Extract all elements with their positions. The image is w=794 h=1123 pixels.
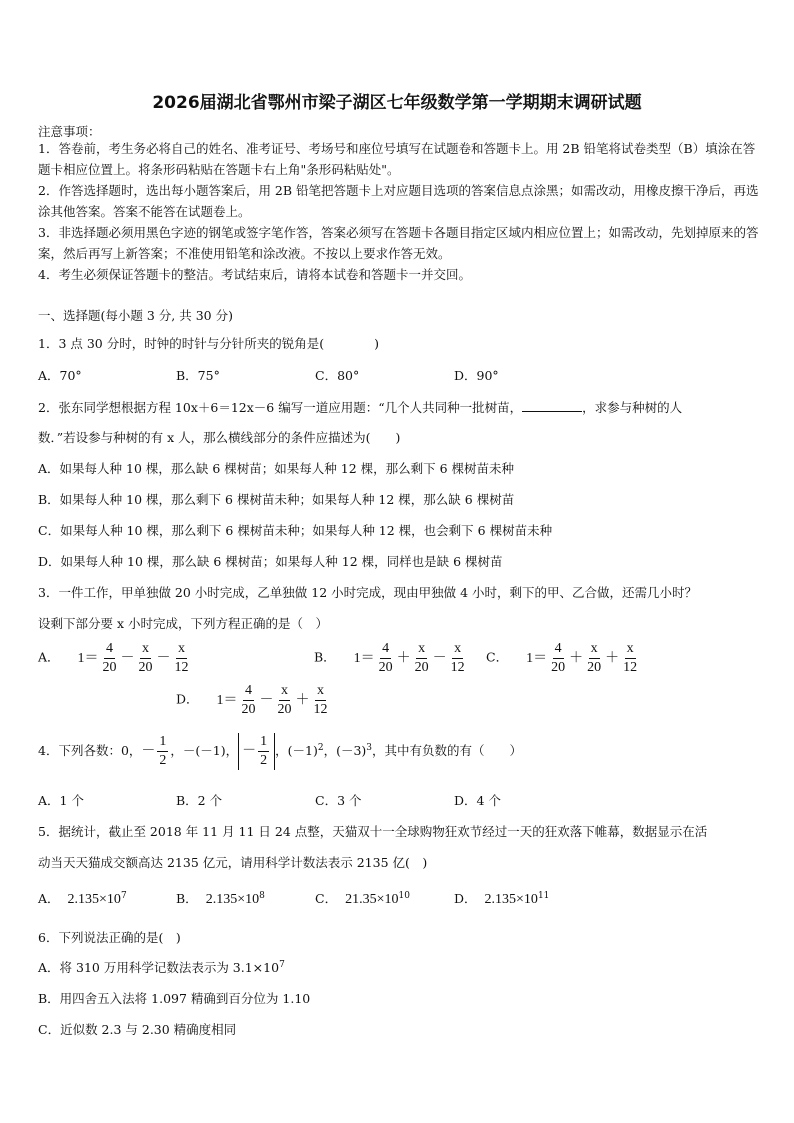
notice-item-1: 1．答卷前，考生务必将自己的姓名、准考证号、考场号和座位号填写在试题卷和答题卡上。用 2B 铅笔将试卷类型（B）填涂在答题卡相应位置上。将条形码粘贴在答题卡右上角"条形码粘贴处"。 [38,141,756,177]
q2-stem-line2: 数．”若设参与种树的有 x 人，那么横线部分的条件应描述为( ) [38,430,401,445]
q4-item-neg-neg-one: ，－(－1)， [170,743,239,758]
frac-den: 20 [414,660,429,675]
op: － [156,650,171,666]
q1-option-a: A．70° [38,368,82,383]
q3-option-c-label: C． [486,649,509,665]
op: － [120,650,135,666]
frac-num: x [416,640,427,659]
frac-den: 12 [313,702,328,717]
frac [101,640,119,677]
frac-num: 4 [553,640,564,659]
frac [137,640,155,677]
q3-option-b [314,640,469,677]
frac-den: 12 [450,660,465,675]
frac [413,640,431,677]
q6-stem: 6．下列说法正确的是( ) [38,930,181,945]
option-label: C． [315,891,338,906]
q2-option-a: A．如果每人种 10 棵，那么缺 6 棵树苗；如果每人种 12 棵，那么剩下 6 棵树苗未种 [38,461,515,476]
q1-option-d: D．90° [454,368,499,383]
exponent: 11 [537,890,550,901]
q2-stem-line1 [38,397,682,416]
q4-stem [38,733,522,770]
op: － [432,650,447,666]
q4-item-neg-one-sq: ，(－1) [275,743,318,758]
q3-stem-line2: 设剩下部分要 x 小时完成，下列方程正确的是（ ） [38,616,328,631]
notice-item-3: 3．非选择题必须用黑色字迹的钢笔或签字笔作答，答案必须写在答题卡各题目指定区域内相应位置上；如需改动，先划掉原来的答案，然后再写上新答案；不准使用铅笔和涂改液。不按以上要求作答无效。 [38,225,759,261]
exponent: 2 [317,742,324,753]
q4-option-c: C．3 个 [315,793,362,808]
q3-option-d-equation [216,683,332,717]
q2-option-d: D．如果每人种 10 棵，那么缺 6 棵树苗；如果每人种 12 棵，同样也是缺 6 棵树苗 [38,554,503,569]
eq-lhs: 1＝ [526,650,548,666]
q1-option-b: B．75° [176,368,220,383]
eq-lhs: 1＝ [216,692,238,708]
eq-lhs: 1＝ [353,650,375,666]
op: ＋ [569,650,584,666]
exponent: 10 [398,890,410,901]
exponent: 8 [259,890,265,901]
q4-option-b: B．2 个 [176,793,223,808]
exponent: 3 [366,742,373,753]
q5-option-a [38,889,127,908]
option-label: D． [454,891,477,906]
frac [585,640,603,677]
frac-num: x [625,640,636,659]
frac-den: 20 [378,660,393,675]
q6-option-c: C．近似数 2.3 与 2.30 精确度相同 [38,1022,237,1037]
q3-option-d-label: D． [176,691,199,707]
frac-num: 1 [157,733,168,752]
q1-option-c: C．80° [315,368,360,383]
q4-option-a: A．1 个 [38,793,84,808]
frac-num: 1 [258,733,269,752]
q5-stem-line2: 动当天天猫成交额高达 2135 亿元，请用科学计数法表示 2135 亿( ) [38,855,428,870]
op: ＋ [605,650,620,666]
sign: － [141,744,156,759]
q3-option-c [486,640,641,677]
frac-num: x [176,640,187,659]
frac-den: 20 [551,660,566,675]
q5-stem-line1: 5．据统计，截止至 2018 年 11 月 11 日 24 点整，天猫双十一全球购物狂欢节经过一天的狂欢落下帷幕，数据显示在活 [38,824,708,839]
frac-den: 20 [102,660,117,675]
option-value: 2.135×10 [205,892,260,907]
frac-den: 20 [138,660,153,675]
notice-item-4: 4．考生必须保证答题卡的整洁。考试结束后，请将本试卷和答题卡一并交回。 [38,267,471,282]
notice-heading: 注意事项： [38,124,101,139]
section-heading: 一、选择题(每小题 3 分, 共 30 分) [38,308,233,323]
q3-option-a-label: A． [38,649,60,665]
q2-stem-part2: ，求参与种树的人 [582,400,683,415]
q3-option-a [38,640,193,677]
q2-option-c: C．如果每人种 10 棵，那么剩下 6 棵树苗未种；如果每人种 12 棵，也会剩下 6 棵树苗未种 [38,523,553,538]
q2-option-b: B．如果每人种 10 棵，那么剩下 6 棵树苗未种；如果每人种 12 棵，那么缺 6 棵树苗 [38,492,515,507]
q4-stem-start: 4．下列各数：0， [38,743,142,758]
exponent: 7 [279,959,285,970]
exponent: 7 [120,890,127,901]
frac-num: x [452,640,463,659]
frac [449,640,467,677]
q5-option-d [454,889,549,908]
frac-den: 20 [587,660,602,675]
q4-options [0,791,794,811]
q3-option-d [176,682,332,719]
q3-option-c-equation [526,641,641,675]
q5-options [0,889,794,909]
q3-option-b-equation [353,641,469,675]
frac-num: x [140,640,151,659]
frac-num: 4 [380,640,391,659]
q1-stem: 1．3 点 30 分时，时钟的时针与分针所夹的锐角是( ) [38,336,379,351]
frac [258,733,269,770]
q3-option-b-label: B． [314,649,336,665]
frac-num: x [315,682,326,701]
page-title: 2026届湖北省鄂州市梁子湖区七年级数学第一学期期末调研试题 [152,93,642,113]
frac [549,640,567,677]
option-label: A． [38,891,60,906]
q6-option-a [38,958,285,976]
q4-option-d: D．4 个 [454,793,501,808]
op: － [259,692,274,708]
frac-den: 2 [260,753,268,768]
frac-den: 20 [241,702,256,717]
frac-num: 4 [243,682,254,701]
frac-den: 20 [277,702,292,717]
q1-options [0,366,794,386]
q6-option-b: B．用四舍五入法将 1.097 精确到百分位为 1.10 [38,991,311,1006]
q3-stem-line1: 3．一件工作，甲单独做 20 小时完成，乙单独做 12 小时完成，现由甲独做 4 小时，剩下的甲、乙合做，还需几小时？ [38,585,698,600]
frac-num: x [279,682,290,701]
q4-neg-half [141,734,170,769]
notice-item-2: 2．作答选择题时，选出每小题答案后，用 2B 铅笔把答题卡上对应题目选项的答案信息点涂黑；如需改动，用橡皮擦干净后，再选涂其他答案。答案不能答在试题卷上。 [38,183,759,219]
q5-option-b [176,889,265,908]
q4-stem-end: ，其中有负数的有（ ） [372,743,523,758]
frac [312,682,330,719]
q4-item-neg-three-cubed: ，(－3) [323,743,367,758]
frac-den: 12 [623,660,638,675]
frac [240,682,258,719]
frac [621,640,639,677]
option-value: 2.135×10 [67,892,121,907]
frac-den: 12 [174,660,189,675]
option-text: A．将 310 万用科学记数法表示为 3.1×10 [38,960,280,975]
eq-lhs: 1＝ [77,650,99,666]
op: ＋ [295,692,310,708]
q2-blank [522,397,582,412]
frac [173,640,191,677]
frac [377,640,395,677]
q2-stem-part1: 2．张东同学想根据方程 10x＋6＝12x－6 编写一道应用题：“几个人共同种一批树苗， [38,400,523,415]
option-label: B． [176,891,198,906]
sign: － [242,743,257,759]
frac [157,733,168,770]
q4-abs-neg-half [238,733,275,770]
frac-den: 2 [159,753,167,769]
frac [276,682,294,719]
frac-num: x [589,640,600,659]
op: ＋ [396,650,411,666]
option-value: 2.135×10 [484,892,538,907]
q5-option-c [315,889,410,908]
frac-num: 4 [104,640,115,659]
option-value: 21.35×10 [345,892,399,907]
q3-option-a-equation [77,641,193,675]
